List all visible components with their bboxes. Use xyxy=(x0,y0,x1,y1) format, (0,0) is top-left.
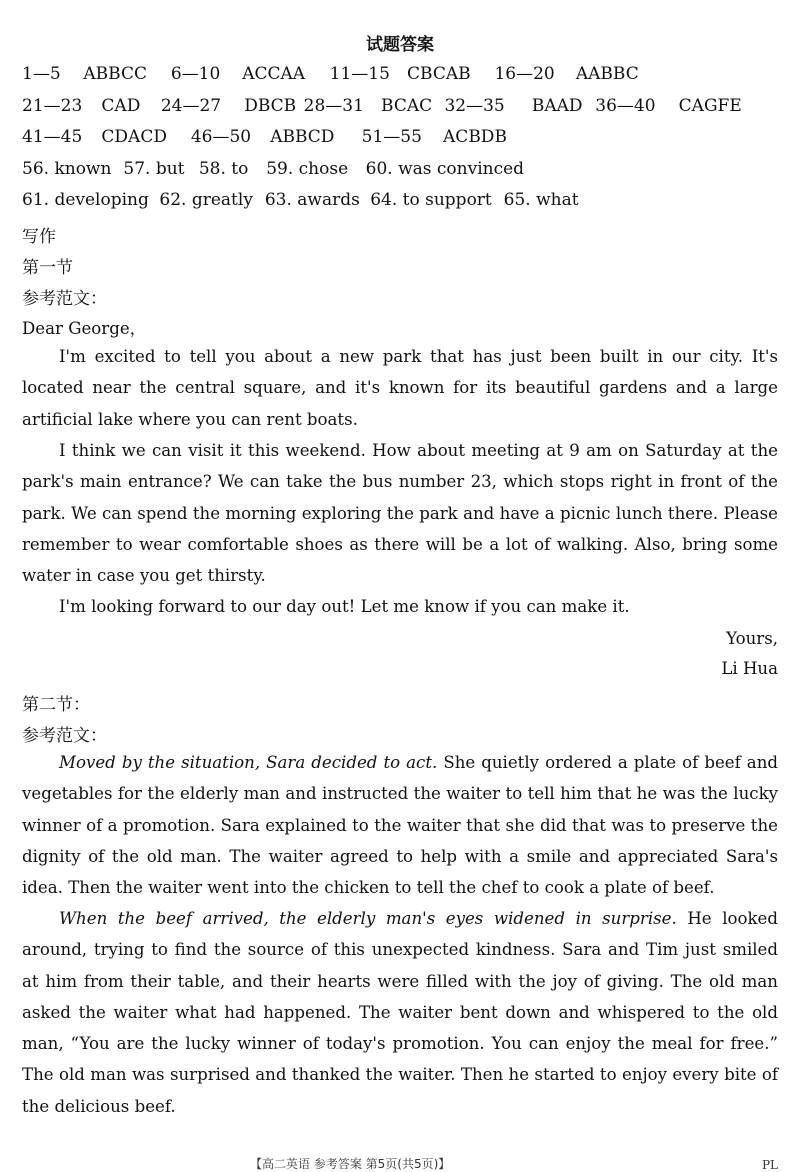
story-paragraph-1 xyxy=(22,747,778,903)
answer-key: CDACD xyxy=(101,127,167,147)
writing-heading: 写作 xyxy=(22,227,56,247)
answer-range: 28—31 xyxy=(303,96,364,116)
answer-range: 46—50 xyxy=(190,127,252,147)
letter-paragraph-2: I think we can visit it this weekend. How about meeting at 9 am on Saturday at the park's main entrance? We can take the bus number 23, which stops right in front of the park. We can spend the morning exploring the park and have a picnic lunch there. Please remember to wear comfortable shoes as there will be a lot of walking. Also, bring some water in case you get thirsty. xyxy=(22,441,778,586)
answer-range: 41—45 xyxy=(22,127,83,147)
answer-key: ABBCD xyxy=(270,127,335,147)
story-opening-sentence-1: Moved by the situation, Sara decided to act. xyxy=(59,753,438,772)
section-2-heading: 第二节： xyxy=(22,695,90,715)
answer-item: 56. known xyxy=(22,159,112,179)
answer-range: 16—20 xyxy=(494,64,555,84)
answer-range: 36—40 xyxy=(595,96,656,116)
letter-closing: Yours, xyxy=(726,629,778,648)
answer-key: CAD xyxy=(101,96,141,116)
page-footer: 【高二英语 参考答案 第5页(共5页)】 xyxy=(250,1157,451,1171)
answer-key: ABBCC xyxy=(83,64,147,84)
answer-key: ACBDB xyxy=(443,127,507,147)
answer-row-1 xyxy=(22,64,639,94)
answer-item: 59. chose xyxy=(266,159,349,179)
story-paragraph-2 xyxy=(22,903,778,1122)
answer-key: CBCAB xyxy=(407,64,471,84)
letter-salutation: Dear George， xyxy=(22,319,147,338)
story-opening-sentence-2: When the beef arrived, the elderly man's eyes widened in surprise. xyxy=(59,909,677,928)
page-footer-right: PL xyxy=(761,1158,778,1172)
answer-item: 60. was convinced xyxy=(365,159,525,179)
answer-item: 57. but xyxy=(123,159,185,179)
answer-item: 65. what xyxy=(503,190,579,210)
section-1-heading: 第一节 xyxy=(22,258,73,278)
answer-range: 6—10 xyxy=(170,64,221,84)
answer-item: 62. greatly xyxy=(159,190,253,210)
answer-row-4 xyxy=(22,159,524,189)
answer-range: 51—55 xyxy=(361,127,422,147)
answer-key: CAGFE xyxy=(678,96,742,116)
answer-item: 63. awards xyxy=(264,190,360,210)
answer-key: AABBC xyxy=(575,64,639,84)
answer-key: DBCB xyxy=(244,96,297,116)
answer-range: 11—15 xyxy=(329,64,390,84)
sample-label-1: 参考范文： xyxy=(22,289,107,309)
page-title: 试题答案 xyxy=(366,35,434,55)
answer-item: 61. developing xyxy=(22,190,149,210)
answer-item: 58. to xyxy=(198,159,249,179)
answer-row-5 xyxy=(22,190,579,220)
letter-paragraph-3: I'm looking forward to our day out! Let me know if you can make it. xyxy=(59,597,630,616)
letter-paragraph-1: I'm excited to tell you about a new park that has just been built in our city. It's located near the central square, and it's known for its beautiful gardens and a large artificial lake where you can rent boats. xyxy=(22,347,778,429)
answer-key: BAAD xyxy=(531,96,583,116)
answer-range: 1—5 xyxy=(22,64,61,84)
sample-label-2: 参考范文： xyxy=(22,726,107,746)
answer-row-2 xyxy=(22,96,742,126)
answer-item: 64. to support xyxy=(370,190,492,210)
answer-key: ACCAA xyxy=(242,64,306,84)
story-paragraph-2-text: He looked around, trying to find the source of this unexpected kindness. Sara and Tim just smiled at him from their table, and their hearts were filled with the joy of giving. The old man asked the waiter what had happened. The waiter bent down and whispered to the old man, “You are the lucky winner of today's promotion. You can enjoy the meal for free.” The old man was surprised and thanked the waiter. Then he started to enjoy every bite of the delicious beef. xyxy=(22,909,778,1116)
answer-range: 24—27 xyxy=(160,96,222,116)
answer-range: 32—35 xyxy=(444,96,505,116)
story-paragraph-1-text: She quietly ordered a plate of beef and vegetables for the elderly man and instructed the waiter to tell him that he was the lucky winner of a promotion. Sara explained to the waiter that she did that was to preserve the dignity of the old man. The waiter agreed to help with a smile and appreciated Sara's idea. Then the waiter went into the chicken to tell the chef to cook a plate of beef. xyxy=(22,753,778,898)
answer-row-3 xyxy=(22,127,507,157)
answer-range: 21—23 xyxy=(22,96,83,116)
letter-signature: Li Hua xyxy=(721,659,778,678)
answer-key: BCAC xyxy=(381,96,433,116)
